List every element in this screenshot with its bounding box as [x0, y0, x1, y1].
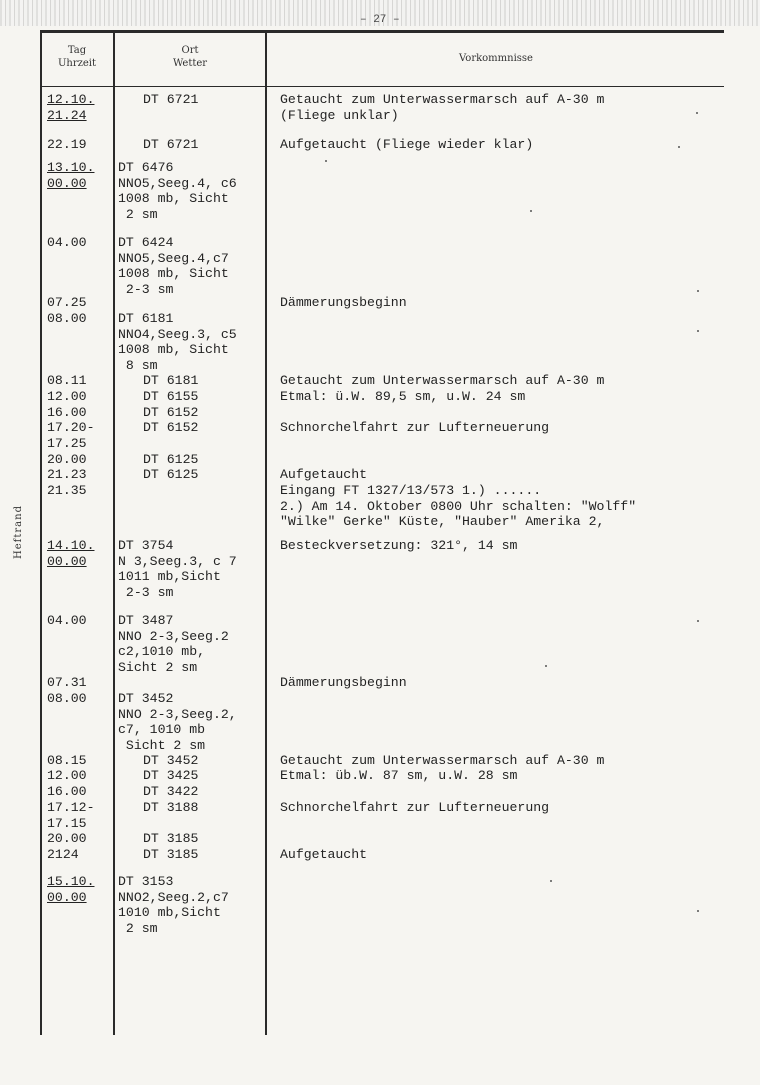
entry-time: 12.00 — [47, 768, 87, 783]
col-divider-2 — [265, 30, 267, 1035]
entry-vorkommnisse: Besteckversetzung: 321°, 14 sm — [280, 538, 518, 553]
entry-vorkommnisse: Aufgetaucht — [280, 847, 368, 862]
entry-vorkommnisse: Aufgetaucht — [280, 467, 368, 482]
header-rule — [40, 86, 724, 87]
entry-ort-wetter: DT 6152 — [143, 420, 199, 435]
entry-ort-wetter: DT 6476 NNO5,Seeg.4, c6 1008 mb, Sicht 2 sm — [118, 160, 237, 222]
scan-speck — [697, 330, 699, 332]
entry-ort-wetter: DT 3153 NNO2,Seeg.2,c7 1010 mb,Sicht 2 sm — [118, 874, 229, 936]
scan-speck — [697, 290, 699, 292]
entry-time: 2124 — [47, 847, 79, 862]
entry-vorkommnisse: Schnorchelfahrt zur Lufterneuerung — [280, 800, 550, 815]
entry-ort-wetter: DT 6152 — [143, 405, 199, 420]
top-rule — [40, 30, 724, 33]
entry-ort-wetter: DT 3188 — [143, 800, 199, 815]
entry-ort-wetter: DT 6125 — [143, 452, 199, 467]
scan-speck — [550, 880, 552, 882]
entry-time: 12.10. 21.24 — [47, 92, 95, 123]
scan-speck — [697, 910, 699, 912]
entry-ort-wetter: DT 6181 NNO4,Seeg.3, c5 1008 mb, Sicht 8 sm — [118, 311, 237, 373]
scan-speck — [696, 112, 698, 114]
scan-speck — [697, 620, 699, 622]
scan-speck — [530, 210, 532, 212]
entry-time: 21.23 — [47, 467, 87, 482]
entry-time: 12.00 — [47, 389, 87, 404]
entry-time: 04.00 — [47, 613, 87, 628]
entry-ort-wetter: DT 3185 — [143, 847, 199, 862]
entry-ort-wetter: DT 3452 — [143, 753, 199, 768]
entry-ort-wetter: DT 3452 NNO 2-3,Seeg.2, c7, 1010 mb Sicht 2 sm — [118, 691, 237, 753]
entry-time: 15.10. 00.00 — [47, 874, 95, 905]
entry-time: 08.00 — [47, 691, 87, 706]
scan-speck — [325, 160, 327, 162]
entry-ort-wetter: DT 3422 — [143, 784, 199, 799]
entry-vorkommnisse: Schnorchelfahrt zur Lufterneuerung — [280, 420, 550, 435]
entry-ort-wetter: DT 3185 — [143, 831, 199, 846]
entry-ort-wetter: DT 3425 — [143, 768, 199, 783]
entry-vorkommnisse: Aufgetaucht (Fliege wieder klar) — [280, 137, 534, 152]
margin-label: Heftrand — [13, 505, 24, 559]
entry-ort-wetter: DT 6125 — [143, 467, 199, 482]
entry-time: 08.15 — [47, 753, 87, 768]
page-number: – 27 – — [360, 14, 400, 26]
scan-speck — [678, 146, 680, 148]
entry-ort-wetter: DT 6155 — [143, 389, 199, 404]
entry-time: 07.25 — [47, 295, 87, 310]
entry-ort-wetter: DT 6424 NNO5,Seeg.4,c7 1008 mb, Sicht 2-3 sm — [118, 235, 229, 297]
entry-time: 16.00 — [47, 784, 87, 799]
entry-time: 17.20- 17.25 — [47, 420, 95, 451]
entry-ort-wetter: DT 6181 — [143, 373, 199, 388]
entry-vorkommnisse: Dämmerungsbeginn — [280, 675, 407, 690]
entry-time: 20.00 — [47, 452, 87, 467]
entry-ort-wetter: DT 6721 — [143, 92, 199, 107]
entry-vorkommnisse: Etmal: ü.W. 89,5 sm, u.W. 24 sm — [280, 389, 526, 404]
entry-vorkommnisse: Getaucht zum Unterwassermarsch auf A-30 m (Fliege unklar) — [280, 92, 605, 123]
scan-speck — [545, 665, 547, 667]
entry-time: 13.10. 00.00 — [47, 160, 95, 191]
left-border — [40, 30, 42, 1035]
entry-time: 07.31 — [47, 675, 87, 690]
entry-time: 21.35 — [47, 483, 87, 498]
header-ort-wetter: Ort Wetter — [172, 45, 208, 69]
entry-vorkommnisse: Getaucht zum Unterwassermarsch auf A-30 m — [280, 753, 605, 768]
entry-time: 16.00 — [47, 405, 87, 420]
entry-vorkommnisse: Eingang FT 1327/13/573 1.) ...... 2.) Am 14. Oktober 0800 Uhr schalten: "Wolff" "Wilke" Gerke" Küste, "Hauber" Amerika 2, — [280, 483, 637, 530]
col-divider-1 — [113, 30, 115, 1035]
header-tag-uhrzeit: Tag Uhrzeit — [57, 45, 97, 69]
entry-vorkommnisse: Etmal: üb.W. 87 sm, u.W. 28 sm — [280, 768, 518, 783]
entry-time: 04.00 — [47, 235, 87, 250]
entry-vorkommnisse: Dämmerungsbeginn — [280, 295, 407, 310]
entry-time: 22.19 — [47, 137, 87, 152]
entry-ort-wetter: DT 3754 N 3,Seeg.3, c 7 1011 mb,Sicht 2-3 sm — [118, 538, 237, 600]
entry-time: 17.12- 17.15 — [47, 800, 95, 831]
entry-time: 14.10. 00.00 — [47, 538, 95, 569]
entry-ort-wetter: DT 6721 — [143, 137, 199, 152]
entry-time: 20.00 — [47, 831, 87, 846]
header-vorkommnisse: Vorkommnisse — [459, 53, 533, 64]
entry-time: 08.11 — [47, 373, 87, 388]
entry-vorkommnisse: Getaucht zum Unterwassermarsch auf A-30 m — [280, 373, 605, 388]
entry-ort-wetter: DT 3487 NNO 2-3,Seeg.2 c2,1010 mb, Sicht 2 sm — [118, 613, 229, 675]
entry-time: 08.00 — [47, 311, 87, 326]
